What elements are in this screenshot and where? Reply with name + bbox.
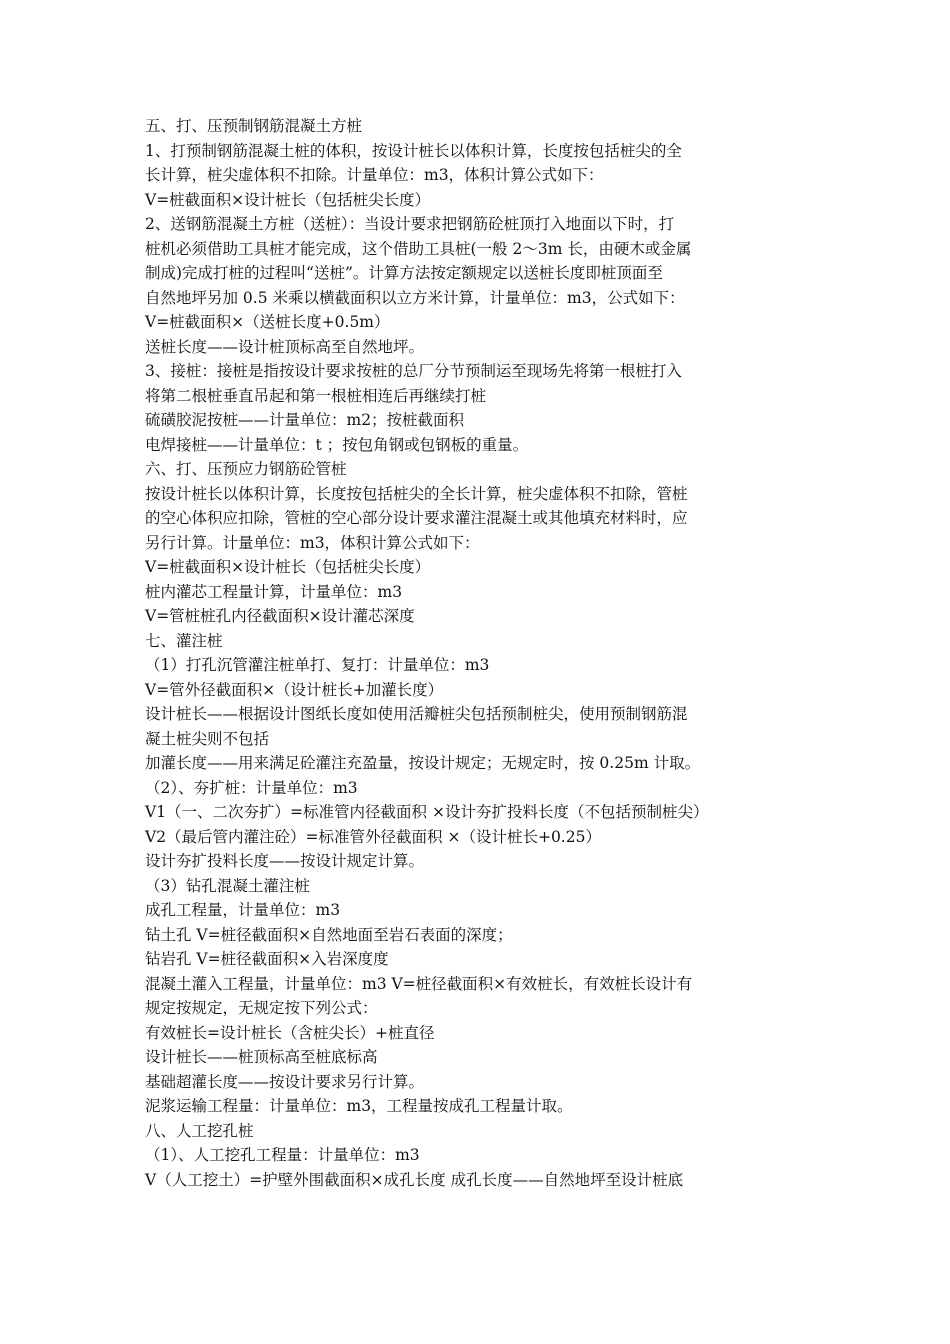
- formula-line: 有效桩长=设计桩长（含桩尖长）+桩直径: [145, 1023, 435, 1042]
- text-line: 泥浆运输工程量：计量单位：m3，工程量按成孔工程量计取。: [145, 1097, 573, 1115]
- text-line: 凝土桩尖则不包括: [145, 729, 270, 748]
- text-line: 桩机必须借助工具桩才能完成，这个借助工具桩(一般 2～3m 长，由硬木或金属: [145, 239, 692, 258]
- text-line: 硫磺胶泥按桩——计量单位：m2；按桩截面积: [145, 411, 465, 429]
- formula-line: 钻土孔 V=桩径截面积×自然地面至岩石表面的深度；: [145, 925, 513, 944]
- text-line: 将第二根桩垂直吊起和第一根桩相连后再继续打桩: [145, 386, 487, 405]
- text-line: 1、打预制钢筋混凝土桩的体积，按设计桩长以体积计算，长度按包括桩尖的全: [145, 141, 682, 160]
- formula-line: V=桩截面积×（送桩长度+0.5m）: [145, 313, 390, 331]
- text-line: 3、接桩：接桩是指按设计要求按桩的总厂分节预制运至现场先将第一根桩打入: [145, 362, 682, 380]
- text-line: 加灌长度——用来满足砼灌注充盈量，按设计规定；无规定时，按 0.25m 计取。: [145, 754, 701, 772]
- text-line: 电焊接桩——计量单位：t ；按包角钢或包钢板的重量。: [145, 435, 529, 454]
- text-line: 设计桩长——桩顶标高至桩底标高: [145, 1048, 378, 1066]
- formula-line: V=管桩桩孔内径截面积×设计灌芯深度: [145, 607, 415, 625]
- heading-section-8: 八、人工挖孔桩: [145, 1121, 254, 1140]
- document-body: [145, 114, 815, 1192]
- text-line: 长计算，桩尖虚体积不扣除。计量单位：m3，体积计算公式如下：: [145, 166, 604, 184]
- text-line: 2、送钢筋混凝土方桩（送桩）：当设计要求把钢筋砼桩顶打入地面以下时，打: [145, 215, 675, 233]
- text-line: 制成)完成打桩的过程叫“送桩”。计算方法按定额规定以送桩长度即桩顶面至: [145, 264, 663, 282]
- formula-line: V2（最后管内灌注砼）=标准管外径截面积 ×（设计桩长+0.25）: [145, 827, 601, 846]
- text-line: 基础超灌长度——按设计要求另行计算。: [145, 1072, 425, 1091]
- text-line: 桩内灌芯工程量计算，计量单位：m3: [145, 582, 403, 601]
- formula-line: V=桩截面积×设计桩长（包括桩尖长度）: [145, 190, 431, 209]
- formula-line: V=桩截面积×设计桩长（包括桩尖长度）: [145, 558, 431, 576]
- text-line: 设计桩长——根据设计图纸长度如使用活瓣桩尖包括预制桩尖，使用预制钢筋混: [145, 705, 688, 723]
- text-line: 设计夯扩投料长度——按设计规定计算。: [145, 852, 425, 870]
- heading-section-7: 七、灌注桩: [145, 631, 223, 650]
- formula-line: V1（一、二次夯扩）=标准管内径截面积 ×设计夯扩投料长度（不包括预制桩尖）: [145, 803, 709, 821]
- heading-section-6: 六、打、压预应力钢筋砼管桩: [145, 460, 347, 478]
- text-line: 按设计桩长以体积计算，长度按包括桩尖的全长计算，桩尖虚体积不扣除，管桩: [145, 484, 688, 503]
- text-line: 混凝土灌入工程量，计量单位：m3 V=桩径截面积×有效桩长，有效桩长设计有: [145, 974, 693, 993]
- text-line: 送桩长度——设计桩顶标高至自然地坪。: [145, 337, 425, 356]
- text-line: （2）、夯扩桩：计量单位：m3: [145, 778, 358, 797]
- text-line: 自然地坪另加 0.5 米乘以横截面积以立方米计算，计量单位：m3，公式如下：: [145, 288, 685, 307]
- heading-section-5: 五、打、压预制钢筋混凝土方桩: [145, 117, 363, 135]
- text-line: （1）、人工挖孔工程量：计量单位：m3: [145, 1146, 420, 1164]
- text-line: （3）钻孔混凝土灌注桩: [145, 876, 310, 895]
- text-line: 另行计算。计量单位：m3，体积计算公式如下：: [145, 533, 480, 552]
- text-line: 的空心体积应扣除，管桩的空心部分设计要求灌注混凝土或其他填充材料时，应: [145, 509, 688, 527]
- formula-line: V=管外径截面积×（设计桩长+加灌长度）: [145, 680, 444, 699]
- text-line: （1）打孔沉管灌注桩单打、复打：计量单位：m3: [145, 656, 490, 674]
- formula-line: V（人工挖土）=护壁外围截面积×成孔长度 成孔长度——自然地坪至设计桩底: [145, 1170, 684, 1189]
- text-line: 成孔工程量，计量单位：m3: [145, 901, 341, 919]
- text-line: 规定按规定，无规定按下列公式：: [145, 999, 378, 1017]
- formula-line: 钻岩孔 V=桩径截面积×入岩深度度: [145, 950, 389, 968]
